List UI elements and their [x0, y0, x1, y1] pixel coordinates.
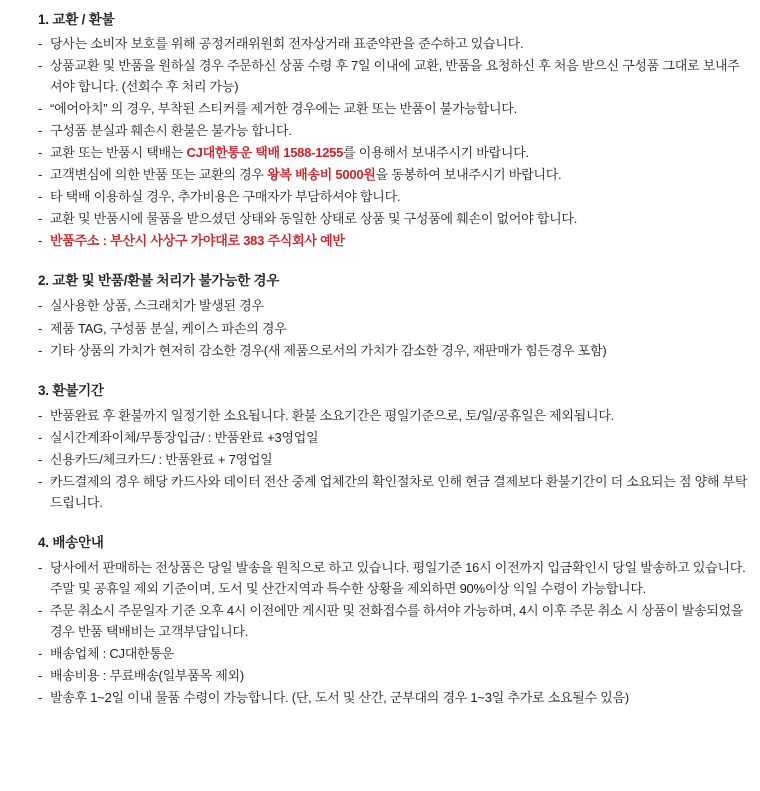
list-item-text: 당사는 소비자 보호를 위해 공정거래위원회 전자상거래 표준약관을 준수하고 있습니다.: [50, 36, 524, 51]
list-item-text: 당사에서 판매하는 전상품은 당일 발송을 원칙으로 하고 있습니다. 평일기준 16시 이전까지 입금확인시 당일 발송하고 있습니다. 주말 및 공휴일 제외 기준이며, 도서 및 산간지역과 특수한 상황을 제외하면 90%이상 익일 수령이 가능합니다.: [50, 559, 746, 596]
bullet-dash: -: [38, 58, 43, 74]
list-item: [0, 600, 760, 642]
list-item-text: 발송후 1~2일 이내 물품 수령이 가능합니다. (단, 도서 및 산간, 군부대의 경우 1~3일 추가로 소요될수 있음): [50, 690, 629, 706]
bullet-dash: -: [38, 320, 43, 336]
list-item-text: 배송비용 : 무료배송(일부품목 제외): [50, 668, 244, 684]
bullet-dash: -: [38, 668, 43, 684]
bullet-dash: -: [38, 602, 43, 618]
list-item-text: “에어아치” 의 경우, 부착된 스티커를 제거한 경우에는 교환 또는 반품이 불가능합니다.: [50, 101, 517, 117]
bullet-dash: -: [38, 451, 43, 467]
bullet-dash: -: [38, 429, 43, 445]
list-item: [0, 340, 760, 361]
list-item-text: 반품주소 : 부산시 사상구 가야대로 383 주식회사 예반: [50, 233, 345, 249]
bullet-dash: -: [38, 298, 43, 314]
bullet-dash: -: [38, 101, 43, 117]
list-item-text: 기타 상품의 가치가 현저히 감소한 경우(새 제품으로서의 가치가 감소한 경우, 재판매가 힘든경우 포함): [50, 342, 607, 358]
text-segment: 를 이용해서 보내주시기 바랍니다.: [343, 145, 529, 161]
bullet-dash: -: [38, 145, 43, 161]
list-item-text: 제품 TAG, 구성품 분실, 케이스 파손의 경우: [50, 320, 287, 336]
list-item-text: 신용카드/체크카드/ : 반품완료 + 7영업일: [50, 451, 273, 467]
bullet-dash: -: [38, 189, 43, 205]
highlighted-text: CJ대한통운 택배 1588-1255: [186, 145, 344, 161]
list-item: [0, 405, 760, 426]
section-title: 1. 교환 / 환불: [38, 12, 115, 27]
list-item: [0, 643, 760, 664]
list-item: [0, 230, 760, 251]
bullet-dash: -: [38, 36, 43, 51]
bullet-dash: -: [38, 342, 43, 358]
text-segment: 교환 또는 반품시 택배는: [50, 145, 187, 161]
list-item-text: [50, 167, 561, 182]
list-item-text: [50, 145, 529, 160]
highlighted-text: 왕복 배송비 5000원: [267, 167, 376, 183]
list-item: [0, 164, 760, 185]
bullet-dash: -: [38, 123, 43, 139]
bullet-dash: -: [38, 690, 43, 706]
list-item: [0, 120, 760, 141]
text-segment: 고객변심에 의한 반품 또는 교환의 경우: [50, 167, 268, 183]
list-item: [0, 449, 760, 470]
section-title: 2. 교환 및 반품/환불 처리가 불가능한 경우: [38, 273, 280, 289]
list-item-text: 구성품 분실과 훼손시 환불은 불가능 합니다.: [50, 123, 292, 139]
list-item: [0, 55, 760, 97]
bullet-dash: -: [38, 473, 43, 489]
list-item: [0, 142, 760, 163]
list-item-text: 타 택배 이용하실 경우, 추가비용은 구매자가 부담하셔야 합니다.: [50, 189, 401, 205]
list-item: [0, 665, 760, 686]
section-item-list: [0, 295, 760, 360]
list-item: [0, 33, 760, 54]
section-shipping-info: [0, 531, 760, 708]
bullet-dash: -: [38, 559, 43, 575]
bullet-dash: -: [38, 211, 43, 227]
list-item-text: 배송업체 : CJ대한통운: [50, 646, 174, 662]
list-item: [0, 471, 760, 513]
bullet-dash: -: [38, 646, 43, 662]
list-item-text: 주문 취소시 주문일자 기준 오후 4시 이전에만 게시판 및 전화접수를 하셔야 가능하며, 4시 이후 주문 취소 시 상품이 발송되었을 경우 반품 택배비는 고객부담입니다.: [50, 602, 744, 639]
list-item-text: 반품완료 후 환불까지 일정기한 소요됩니다. 환불 소요기간은 평일기준으로, 토/일/공휴일은 제외됩니다.: [50, 407, 615, 423]
list-item-text: 교환 및 반품시에 물품을 받으셨던 상태와 동일한 상태로 상품 및 구성품에 훼손이 없어야 합니다.: [50, 211, 578, 227]
bullet-dash: -: [38, 167, 43, 183]
list-item: [0, 557, 760, 599]
section-non-returnable: [0, 269, 760, 360]
list-item: [0, 295, 760, 316]
list-item: [0, 318, 760, 339]
sections-container: [0, 8, 760, 708]
section-title: 3. 환불기간: [38, 382, 104, 398]
list-item-text: 실사용한 상품, 스크래치가 발생된 경우: [50, 298, 264, 314]
list-item-text: 카드결제의 경우 해당 카드사와 데이터 전산 중계 업체간의 확인절차로 인해 현금 결제보다 환불기간이 더 소요되는 점 양해 부탁드립니다.: [50, 473, 748, 510]
list-item: [0, 687, 760, 708]
section-item-list: [0, 557, 760, 708]
list-item: [0, 208, 760, 229]
section-item-list: [0, 33, 760, 251]
text-segment: 을 동봉하여 보내주시기 바랍니다.: [375, 167, 562, 183]
section-title: 4. 배송안내: [38, 534, 104, 550]
section-item-list: [0, 405, 760, 513]
bullet-dash: -: [38, 407, 43, 423]
list-item: [0, 427, 760, 448]
list-item: [0, 98, 760, 119]
bullet-dash: -: [38, 233, 43, 249]
section-exchange-refund: [0, 8, 760, 251]
list-item-text: 실시간계좌이체/무통장입금/ : 반품완료 +3영업일: [50, 429, 319, 445]
section-refund-period: [0, 379, 760, 513]
list-item-text: 상품교환 및 반품을 원하실 경우 주문하신 상품 수령 후 7일 이내에 교환, 반품을 요청하신 후 처음 받으신 구성품 그대로 보내주셔야 합니다. (선회수 후 처리 가능): [50, 58, 740, 95]
list-item: [0, 186, 760, 207]
